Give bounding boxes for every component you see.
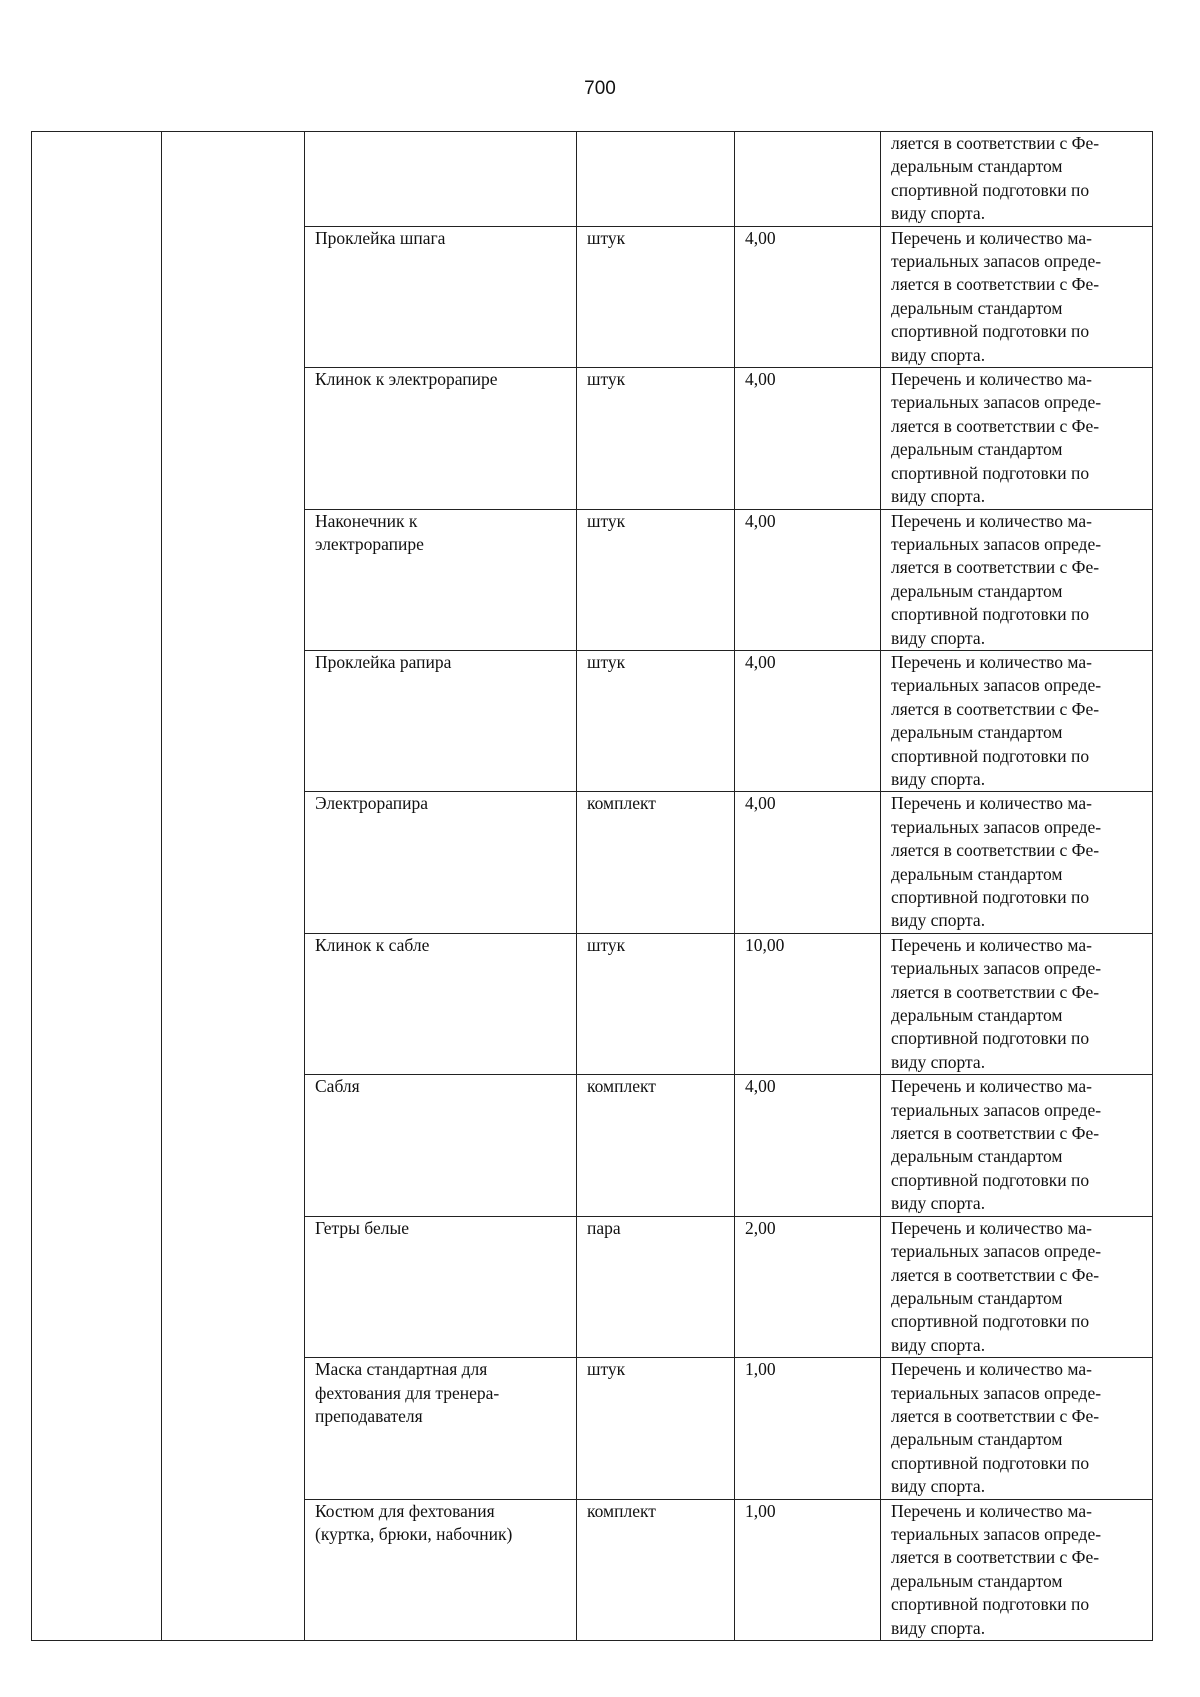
item-name: [305, 368, 577, 509]
item-unit: штук: [577, 509, 735, 650]
item-note-line: спортивной подготовки по: [891, 604, 1090, 625]
item-note-line: ляется в соответствии с Фе-: [891, 840, 1100, 861]
item-note-line: виду спорта.: [891, 1193, 986, 1214]
item-qty: 4,00: [735, 368, 881, 509]
item-name-line: Клинок к электрорапире: [315, 369, 498, 390]
item-note-line: спортивной подготовки по: [891, 462, 1090, 483]
item-note-line: Перечень и количество ма-: [891, 1500, 1092, 1521]
note-line: ляется в соответствии с Фе-: [891, 133, 1100, 153]
item-note-line: спортивной подготовки по: [891, 321, 1090, 342]
item-qty: 2,00: [735, 1216, 881, 1357]
item-name-line: Проклейка шпага: [315, 227, 446, 248]
item-qty: 4,00: [735, 792, 881, 933]
item-note-line: териальных запасов опреде-: [891, 533, 1102, 554]
cell-unit: [577, 132, 735, 227]
item-note: [881, 650, 1153, 791]
item-qty: 4,00: [735, 226, 881, 367]
item-note-line: ляется в соответствии с Фе-: [891, 274, 1100, 295]
item-note-line: териальных запасов опреде-: [891, 1099, 1102, 1120]
item-note-line: деральным стандартом: [891, 580, 1063, 601]
item-note-line: деральным стандартом: [891, 1570, 1063, 1591]
item-note-line: деральным стандартом: [891, 1429, 1063, 1450]
item-note-line: виду спорта.: [891, 1334, 986, 1355]
item-note-line: ляется в соответствии с Фе-: [891, 415, 1100, 436]
continuation-note: [881, 132, 1153, 227]
item-name: [305, 1358, 577, 1499]
item-note: [881, 1075, 1153, 1216]
item-note-line: териальных запасов опреде-: [891, 392, 1102, 413]
item-qty: 1,00: [735, 1499, 881, 1640]
item-note-line: виду спорта.: [891, 344, 986, 365]
item-note-line: териальных запасов опреде-: [891, 1382, 1102, 1403]
item-name: [305, 226, 577, 367]
item-note-line: Перечень и количество ма-: [891, 510, 1092, 531]
item-qty: 4,00: [735, 1075, 881, 1216]
item-note-line: ляется в соответствии с Фе-: [891, 1405, 1100, 1426]
equipment-table: [31, 131, 1153, 1641]
item-qty: 4,00: [735, 650, 881, 791]
item-note-line: деральным стандартом: [891, 863, 1063, 884]
item-note-line: териальных запасов опреде-: [891, 816, 1102, 837]
item-note-line: виду спорта.: [891, 910, 986, 931]
item-note-line: деральным стандартом: [891, 722, 1063, 743]
item-note-line: виду спорта.: [891, 486, 986, 507]
item-note-line: спортивной подготовки по: [891, 745, 1090, 766]
item-name-line: фехтования для тренера-: [315, 1382, 500, 1403]
item-name-line: Клинок к сабле: [315, 934, 430, 955]
item-note: [881, 368, 1153, 509]
item-unit: комплект: [577, 1075, 735, 1216]
item-note-line: териальных запасов опреде-: [891, 251, 1102, 272]
item-unit: штук: [577, 368, 735, 509]
item-unit: пара: [577, 1216, 735, 1357]
item-note-line: Перечень и количество ма-: [891, 934, 1092, 955]
continuation-row: [32, 132, 1153, 227]
merged-cell-col1: [32, 132, 162, 1641]
item-unit: комплект: [577, 1499, 735, 1640]
item-unit: штук: [577, 933, 735, 1074]
item-unit: комплект: [577, 792, 735, 933]
page-number: 700: [584, 78, 616, 99]
item-note-line: виду спорта.: [891, 768, 986, 789]
item-note-line: териальных запасов опреде-: [891, 1241, 1102, 1262]
item-name-line: Гетры белые: [315, 1217, 409, 1238]
item-name-line: (куртка, брюки, набочник): [315, 1523, 513, 1544]
item-note-line: ляется в соответствии с Фе-: [891, 981, 1100, 1002]
item-note-line: спортивной подготовки по: [891, 887, 1090, 907]
item-note: [881, 792, 1153, 933]
note-line: спортивной подготовки по: [891, 179, 1090, 200]
item-note: [881, 226, 1153, 367]
item-note-line: деральным стандартом: [891, 1005, 1063, 1026]
item-note-line: виду спорта.: [891, 627, 986, 648]
item-note: [881, 509, 1153, 650]
item-qty: 10,00: [735, 933, 881, 1074]
item-name-line: электрорапире: [315, 533, 424, 554]
item-note-line: спортивной подготовки по: [891, 1028, 1090, 1049]
item-name-line: Сабля: [315, 1076, 360, 1097]
item-note-line: Перечень и количество ма-: [891, 1076, 1092, 1097]
item-note-line: ляется в соответствии с Фе-: [891, 557, 1100, 578]
item-note-line: ляется в соответствии с Фе-: [891, 698, 1100, 719]
item-name: [305, 1499, 577, 1640]
item-note-line: Перечень и количество ма-: [891, 1359, 1092, 1380]
item-name: [305, 933, 577, 1074]
item-name: [305, 1216, 577, 1357]
item-note-line: спортивной подготовки по: [891, 1169, 1090, 1190]
item-note-line: Перечень и количество ма-: [891, 369, 1092, 390]
item-note-line: деральным стандартом: [891, 439, 1063, 460]
item-note-line: Перечень и количество ма-: [891, 227, 1092, 248]
item-note: [881, 1216, 1153, 1357]
item-name: [305, 792, 577, 933]
item-note-line: ляется в соответствии с Фе-: [891, 1264, 1100, 1285]
item-name-line: Электрорапира: [315, 793, 428, 814]
item-note: [881, 1499, 1153, 1640]
item-note-line: спортивной подготовки по: [891, 1594, 1090, 1615]
item-note-line: териальных запасов опреде-: [891, 1523, 1102, 1544]
note-line: деральным стандартом: [891, 156, 1063, 177]
item-note-line: спортивной подготовки по: [891, 1311, 1090, 1332]
item-note-line: спортивной подготовки по: [891, 1452, 1090, 1473]
item-note-line: виду спорта.: [891, 1476, 986, 1497]
item-name: [305, 650, 577, 791]
item-qty: 1,00: [735, 1358, 881, 1499]
item-name: [305, 1075, 577, 1216]
item-note-line: Перечень и количество ма-: [891, 651, 1092, 672]
item-note-line: ляется в соответствии с Фе-: [891, 1547, 1100, 1568]
item-note-line: Перечень и количество ма-: [891, 793, 1092, 814]
item-note: [881, 933, 1153, 1074]
item-name: [305, 509, 577, 650]
item-name-line: Костюм для фехтования: [315, 1500, 495, 1521]
item-note-line: деральным стандартом: [891, 1146, 1063, 1167]
item-note-line: деральным стандартом: [891, 1287, 1063, 1308]
item-unit: штук: [577, 226, 735, 367]
merged-cell-col2: [162, 132, 305, 1641]
item-note-line: виду спорта.: [891, 1051, 986, 1072]
item-note-line: ляется в соответствии с Фе-: [891, 1123, 1100, 1144]
item-unit: штук: [577, 650, 735, 791]
item-name-line: преподавателя: [315, 1405, 423, 1426]
item-name-line: Проклейка рапира: [315, 651, 452, 672]
cell-qty: [735, 132, 881, 227]
item-qty: 4,00: [735, 509, 881, 650]
item-note-line: виду спорта.: [891, 1617, 986, 1638]
item-name-line: Маска стандартная для: [315, 1359, 488, 1380]
item-unit: штук: [577, 1358, 735, 1499]
item-name-line: Наконечник к: [315, 510, 418, 531]
item-note-line: Перечень и количество ма-: [891, 1217, 1092, 1238]
item-note: [881, 1358, 1153, 1499]
note-line: виду спорта.: [891, 203, 986, 224]
table-body: [32, 132, 1153, 1641]
item-note-line: териальных запасов опреде-: [891, 958, 1102, 979]
item-note-line: териальных запасов опреде-: [891, 675, 1102, 696]
item-note-line: деральным стандартом: [891, 297, 1063, 318]
cell-name: [305, 132, 577, 227]
